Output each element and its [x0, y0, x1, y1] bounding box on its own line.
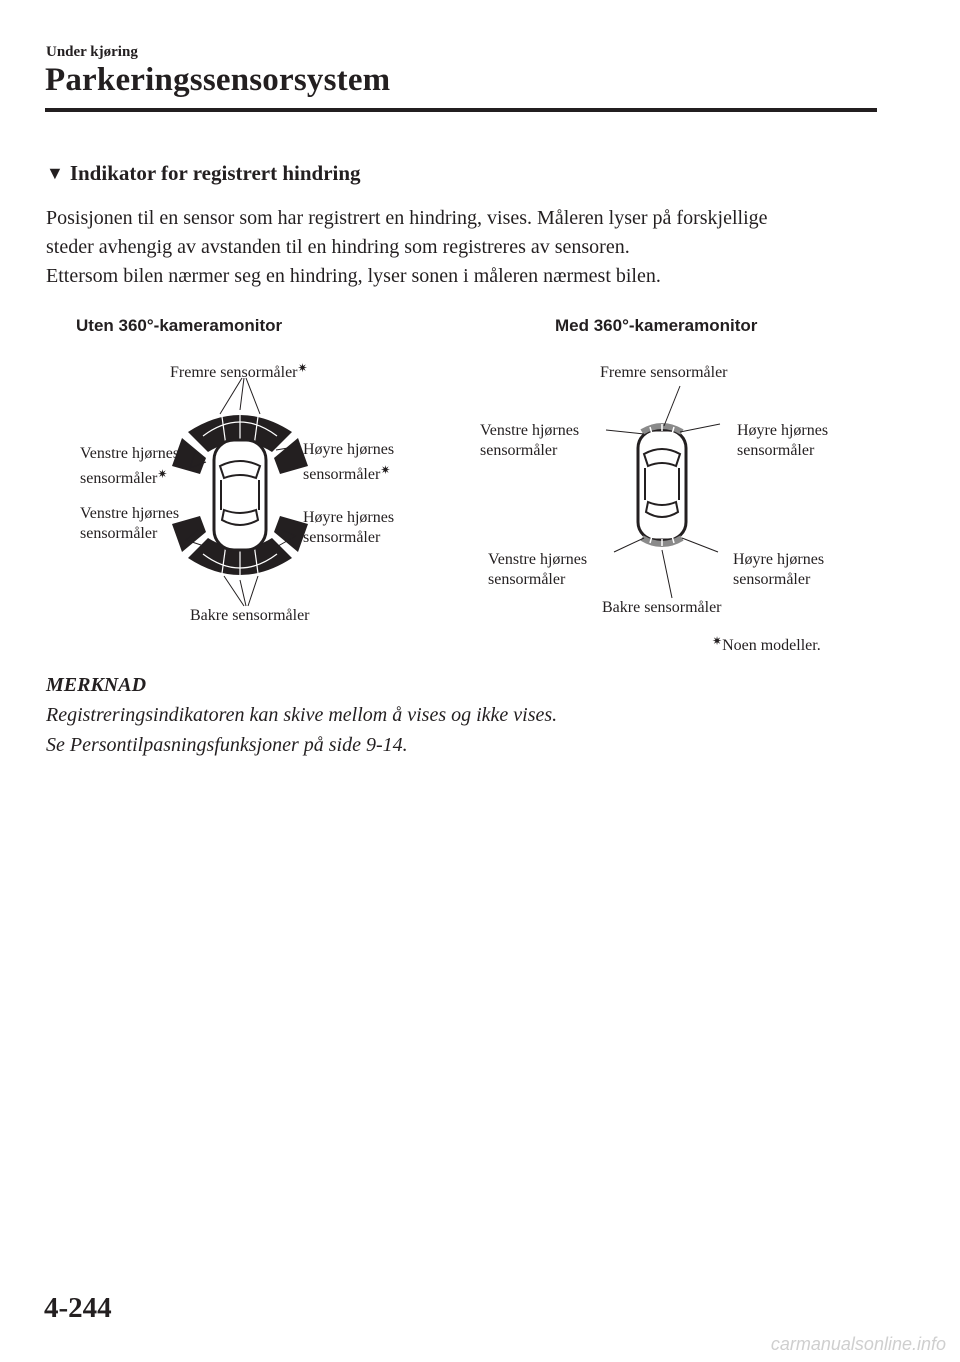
right-right-rear-corner-label: Høyre hjørnes sensormåler — [733, 551, 825, 588]
body-paragraph — [46, 204, 886, 291]
left-rear-label: Bakre sensormåler — [190, 607, 310, 624]
diagram-right-title: Med 360°-kameramonitor — [555, 316, 758, 335]
right-front-label: Fremre sensormåler — [600, 364, 728, 381]
car-icon — [214, 440, 266, 550]
section-label: Under kjøring — [46, 44, 138, 60]
asterisk-icon: ✷ — [380, 463, 391, 477]
watermark: carmanualsonline.info — [770, 1334, 946, 1354]
note-line: Registreringsindikatoren kan skive mellom å vises og ikke vises. — [46, 704, 558, 726]
subheading — [46, 161, 361, 186]
note-heading: MERKNAD — [46, 674, 147, 696]
triangle-down-icon: ▼ — [46, 163, 64, 183]
diagram-left-illustration — [60, 370, 440, 620]
left-rear-corner-label: Venstre hjørnes sensormåler — [80, 505, 180, 542]
page-number: 4-244 — [44, 1292, 112, 1324]
right-front-corner-label: Høyre hjørnes sensormåler✷ — [303, 441, 395, 483]
car-icon — [638, 430, 686, 540]
right-rear-label: Bakre sensormåler — [602, 599, 722, 616]
page-title: Parkeringssensorsystem — [45, 62, 391, 98]
right-left-rear-corner-label: Venstre hjørnes sensormåler — [488, 551, 588, 588]
left-front-corner-label: Venstre hjørnes sensormåler✷ — [80, 445, 180, 487]
title-rule — [45, 108, 877, 112]
right-right-front-corner-label: Høyre hjørnes sensormåler — [737, 422, 829, 459]
right-left-front-corner-label: Venstre hjørnes sensormåler — [480, 422, 580, 459]
asterisk-icon: ✷ — [712, 634, 723, 648]
note-text — [46, 700, 557, 760]
left-front-label: Fremre sensormåler✷ — [170, 361, 308, 381]
subheading-text: Indikator for registrert hindring — [69, 161, 361, 185]
body-line: Posisjonen til en sensor som har registrert en hindring, vises. Måleren lyser på forskjellige — [46, 207, 768, 229]
asterisk-icon: ✷ — [157, 467, 168, 481]
diagram-left-title: Uten 360°-kameramonitor — [76, 316, 283, 335]
footnote: ✷Noen modeller. — [712, 634, 821, 654]
note-line: Se Persontilpasningsfunksjoner på side 9-14. — [46, 734, 408, 756]
body-line: steder avhengig av avstanden til en hindring som registreres av sensoren. — [46, 236, 630, 258]
asterisk-icon: ✷ — [297, 361, 308, 375]
body-line: Ettersom bilen nærmer seg en hindring, lyser sonen i måleren nærmest bilen. — [46, 265, 661, 287]
right-rear-corner-label: Høyre hjørnes sensormåler — [303, 509, 395, 546]
